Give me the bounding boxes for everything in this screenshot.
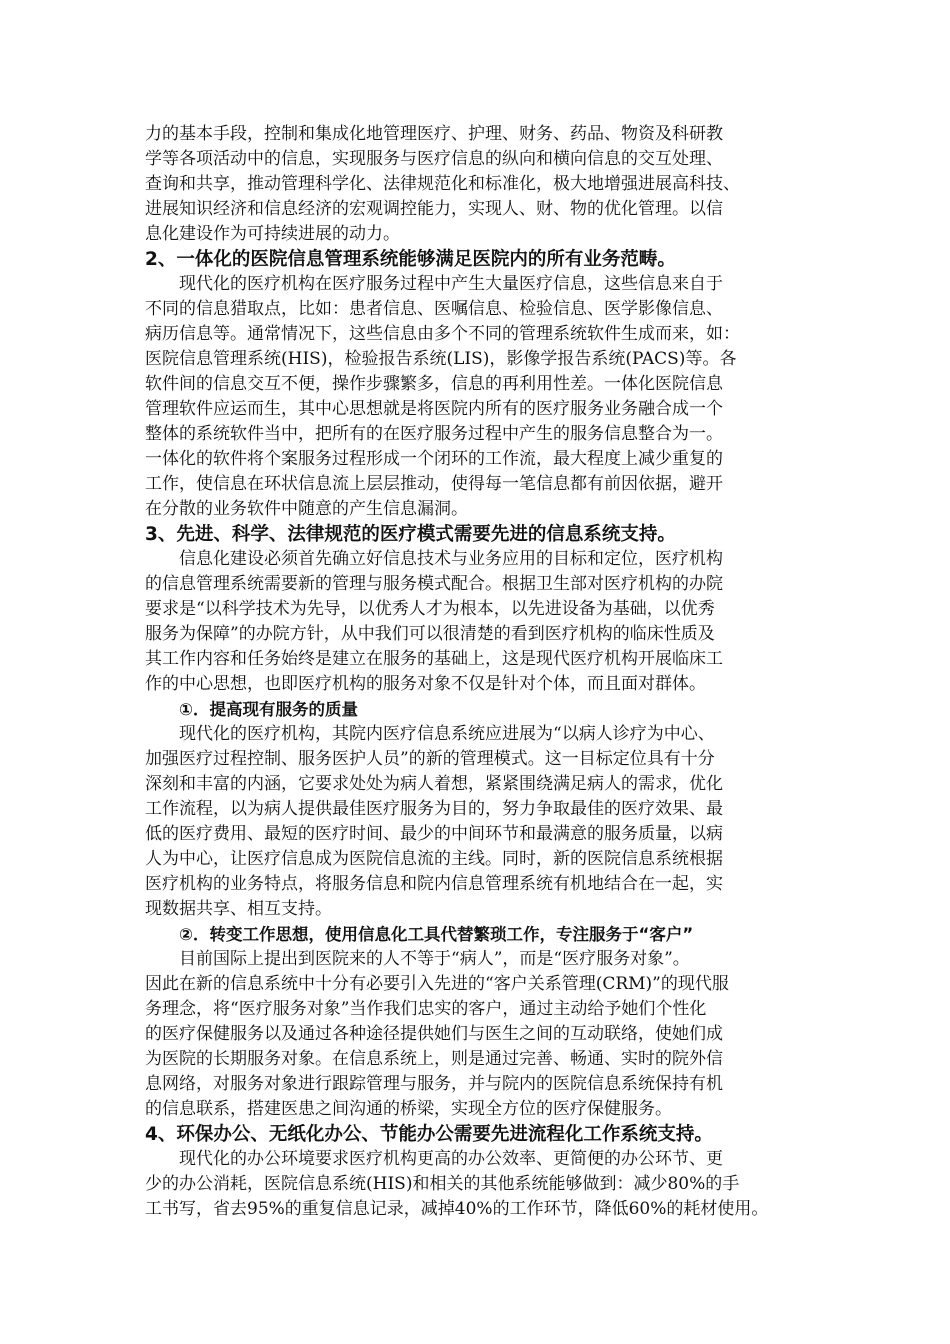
text-line: 工作，使信息在环状信息流上层层推动，使得每一笔信息都有前因依据，避开	[145, 474, 723, 494]
text-line: 要求是“以科学技术为先导，以优秀人才为根本，以先进设备为基础，以优秀	[145, 599, 715, 619]
text-line: 查询和共享，推动管理科学化、法律规范化和标准化，极大地增强进展高科技、	[145, 174, 740, 194]
section-heading-2: 2、一体化的医院信息管理系统能够满足医院内的所有业务范畴。	[145, 249, 676, 270]
text-line: 的信息管理系统需要新的管理与服务模式配合。根据卫生部对医疗机构的办院	[145, 574, 723, 594]
text-line: 学等各项活动中的信息，实现服务与医疗信息的纵向和横向信息的交互处理、	[145, 149, 723, 169]
subheading-2: ②．转变工作思想，使用信息化工具代替繁琐工作，专注服务于“客户”	[179, 925, 694, 944]
document-body	[145, 122, 825, 1222]
section-heading-3: 3、先进、科学、法律规范的医疗模式需要先进的信息系统支持。	[145, 524, 676, 545]
text-line: 现代化的医疗机构，其院内医疗信息系统应进展为“以病人诊疗为中心、	[179, 724, 715, 744]
text-line: 少的办公消耗，医院信息系统(HIS)和相关的其他系统能够做到：减少80%的手	[145, 1174, 740, 1194]
text-line: 的信息联系，搭建医患之间沟通的桥梁，实现全方位的医疗保健服务。	[145, 1099, 672, 1119]
text-line: 其工作内容和任务始终是建立在服务的基础上，这是现代医疗机构开展临床工	[145, 649, 723, 669]
text-line: 深刻和丰富的内涵，它要求处处为病人着想，紧紧围绕满足病人的需求，优化	[145, 774, 723, 794]
text-line: 为医院的长期服务对象。在信息系统上，则是通过完善、畅通、实时的院外信	[145, 1049, 723, 1069]
text-line: 信息化建设必须首先确立好信息技术与业务应用的目标和定位，医疗机构	[179, 549, 723, 569]
text-line: 务理念，将“医疗服务对象”当作我们忠实的客户，通过主动给予她们个性化	[145, 999, 707, 1019]
text-line: 医院信息管理系统(HIS)，检验报告系统(LIS)，影像学报告系统(PACS)等。各	[145, 349, 737, 369]
text-line: 息网络，对服务对象进行跟踪管理与服务，并与院内的医院信息系统保持有机	[145, 1074, 723, 1094]
paragraph-intro	[145, 122, 825, 247]
text-line: 服务为保障”的办院方针，从中我们可以很清楚的看到医疗机构的临床性质及	[145, 624, 715, 644]
text-line: 人为中心，让医疗信息成为医院信息流的主线。同时，新的医院信息系统根据	[145, 849, 723, 869]
text-line: 息化建设作为可持续进展的动力。	[145, 224, 400, 244]
subheading-1: ①．提高现有服务的质量	[179, 700, 358, 719]
text-line: 病历信息等。通常情况下，这些信息由多个不同的管理系统软件生成而来，如：	[145, 324, 740, 344]
text-line: 医疗机构的业务特点，将服务信息和院内信息管理系统有机地结合在一起，实	[145, 874, 723, 894]
text-line: 进展知识经济和信息经济的宏观调控能力，实现人、财、物的优化管理。以信	[145, 199, 723, 219]
text-line: 目前国际上提出到医院来的人不等于“病人”，而是“医疗服务对象”。	[179, 949, 690, 969]
text-line: 的医疗保健服务以及通过各种途径提供她们与医生之间的互动联络，使她们成	[145, 1024, 723, 1044]
text-line: 现代化的医疗机构在医疗服务过程中产生大量医疗信息，这些信息来自于	[179, 274, 723, 294]
text-line: 现代化的办公环境要求医疗机构更高的办公效率、更简便的办公环节、更	[179, 1149, 723, 1169]
text-line: 低的医疗费用、最短的医疗时间、最少的中间环节和最满意的服务质量，以病	[145, 824, 723, 844]
paragraph-section-3-2	[145, 947, 825, 1122]
text-line: 因此在新的信息系统中十分有必要引入先进的“客户关系管理(CRM)”的现代服	[145, 974, 729, 994]
text-line: 在分散的业务软件中随意的产生信息漏洞。	[145, 499, 468, 519]
text-line: 整体的系统软件当中，把所有的在医疗服务过程中产生的服务信息整合为一。	[145, 424, 723, 444]
text-line: 不同的信息猎取点，比如：患者信息、医嘱信息、检验信息、医学影像信息、	[145, 299, 723, 319]
text-line: 一体化的软件将个案服务过程形成一个闭环的工作流，最大程度上减少重复的	[145, 449, 723, 469]
text-line: 加强医疗过程控制、服务医护人员”的新的管理模式。这一目标定位具有十分	[145, 749, 715, 769]
text-line: 管理软件应运而生，其中心思想就是将医院内所有的医疗服务业务融合成一个	[145, 399, 723, 419]
text-line: 工作流程，以为病人提供最佳医疗服务为目的，努力争取最佳的医疗效果、最	[145, 799, 723, 819]
text-line: 现数据共享、相互支持。	[145, 899, 332, 919]
text-line: 作的中心思想，也即医疗机构的服务对象不仅是针对个体，而且面对群体。	[145, 674, 706, 694]
text-line: 力的基本手段，控制和集成化地管理医疗、护理、财务、药品、物资及科研教	[145, 124, 723, 144]
paragraph-section-3	[145, 547, 825, 697]
paragraph-section-2	[145, 272, 825, 522]
section-heading-4: 4、环保办公、无纸化办公、节能办公需要先进流程化工作系统支持。	[145, 1124, 713, 1145]
text-line: 工书写，省去95%的重复信息记录，减掉40%的工作环节，降低60%的耗材使用。	[145, 1199, 769, 1219]
text-line: 软件间的信息交互不便，操作步骤繁多，信息的再利用性差。一体化医院信息	[145, 374, 723, 394]
paragraph-section-4	[145, 1147, 825, 1222]
paragraph-section-3-1	[145, 722, 825, 922]
